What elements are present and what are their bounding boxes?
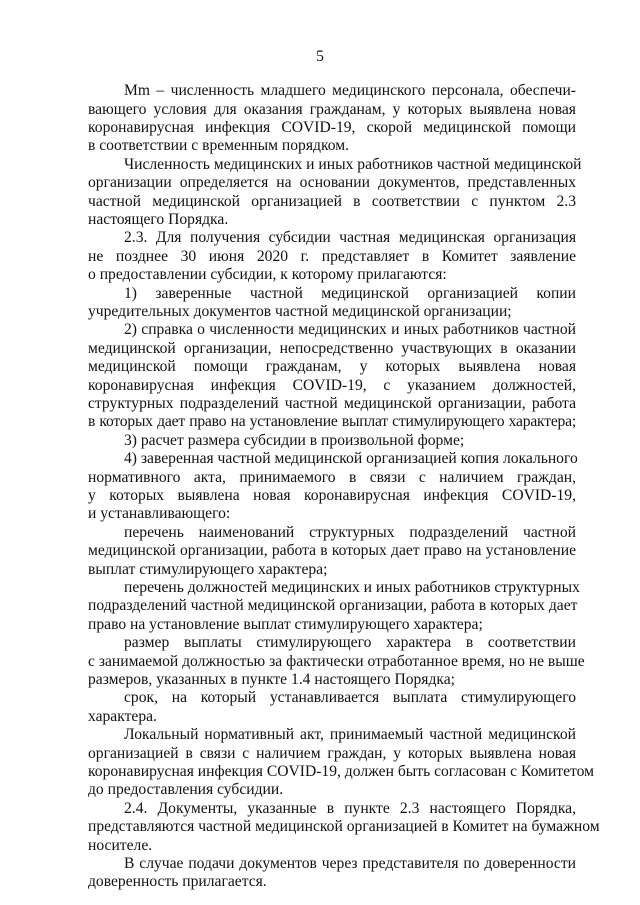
- text-line: Mm – численность младшего медицинского персонала, обеспечи-: [124, 82, 576, 99]
- text-line: структурных подразделений частной медицинской организации, работа: [88, 395, 576, 412]
- text-line: у которых выявлена новая коронавирусная инфекция COVID-19,: [88, 487, 576, 504]
- text-line: частной медицинской организацией в соответствии с пунктом 2.3: [88, 193, 576, 210]
- text-line: в соответствии с временным порядком.: [88, 137, 349, 154]
- text-line: 2.4. Документы, указанные в пункте 2.3 настоящего Порядка,: [124, 800, 576, 817]
- text-line: подразделений частной медицинской организации, работа в которых дает: [88, 597, 578, 614]
- text-line: срок, на который устанавливается выплата стимулирующего: [124, 689, 576, 706]
- text-line: коронавирусная инфекция COVID-19, с указанием должностей,: [88, 377, 576, 394]
- text-line: учредительных документов частной медицинской организации;: [88, 303, 512, 320]
- text-line: медицинской помощи гражданам, у которых выявлена новая: [88, 358, 576, 375]
- text-line: и устанавливающего:: [88, 505, 231, 522]
- text-line: медицинской организации, непосредственно участвующих в оказании: [88, 340, 576, 357]
- text-line: вающего условия для оказания гражданам, у которых выявлена новая: [88, 101, 576, 118]
- text-line: не позднее 30 июня 2020 г. представляет в Комитет заявление: [88, 248, 576, 265]
- text-line: коронавирусная инфекция COVID-19, должен быть согласован с Комитетом: [88, 763, 595, 780]
- text-line: организацией в связи с наличием граждан, у которых выявлена новая: [88, 745, 576, 762]
- text-line: В случае подачи документов через представителя по доверенности: [124, 855, 576, 872]
- text-line: характера.: [88, 708, 157, 725]
- text-line: организации определяется на основании документов, представленных: [88, 174, 576, 191]
- text-line: 3) расчет размера субсидии в произвольной форме;: [124, 432, 465, 449]
- text-line: право на установление выплат стимулирующего характера;: [88, 616, 483, 633]
- text-line: 2.3. Для получения субсидии частная медицинская организация: [124, 229, 576, 246]
- text-line: Локальный нормативный акт, принимаемый частной медицинской: [124, 726, 576, 743]
- text-line: с занимаемой должностью за фактически отработанное время, но не выше: [88, 653, 585, 670]
- text-line: перечень наименований структурных подразделений частной: [124, 524, 576, 541]
- text-line: 1) заверенные частной медицинской организацией копии: [124, 285, 576, 302]
- text-line: нормативного акта, принимаемого в связи с наличием граждан,: [88, 469, 576, 486]
- text-line: размер выплаты стимулирующего характера в соответствии: [124, 634, 576, 651]
- text-line: размеров, указанных в пункте 1.4 настоящего Порядка;: [88, 671, 456, 688]
- text-line: Численность медицинских и иных работников частной медицинской: [124, 156, 582, 173]
- page-number: 5: [316, 48, 324, 65]
- text-line: в которых дает право на установление выплат стимулирующего характера;: [88, 413, 576, 430]
- text-line: настоящего Порядка.: [88, 211, 229, 228]
- text-line: выплат стимулирующего характера;: [88, 561, 328, 578]
- text-line: коронавирусная инфекция COVID-19, скорой медицинской помощи: [88, 119, 576, 136]
- text-line: о предоставлении субсидии, к которому прилагаются:: [88, 266, 447, 283]
- text-line: до предоставления субсидии.: [88, 781, 284, 798]
- text-line: перечень должностей медицинских и иных работников структурных: [124, 579, 580, 596]
- text-line: представляются частной медицинской организацией в Комитет на бумажном: [88, 818, 600, 835]
- text-line: 2) справка о численности медицинских и иных работников частной: [124, 321, 576, 338]
- text-line: носителе.: [88, 837, 153, 854]
- text-line: медицинской организации, работа в которых дает право на установление: [88, 542, 576, 559]
- text-line: 4) заверенная частной медицинской организацией копия локального: [124, 450, 578, 467]
- text-line: доверенность прилагается.: [88, 873, 267, 890]
